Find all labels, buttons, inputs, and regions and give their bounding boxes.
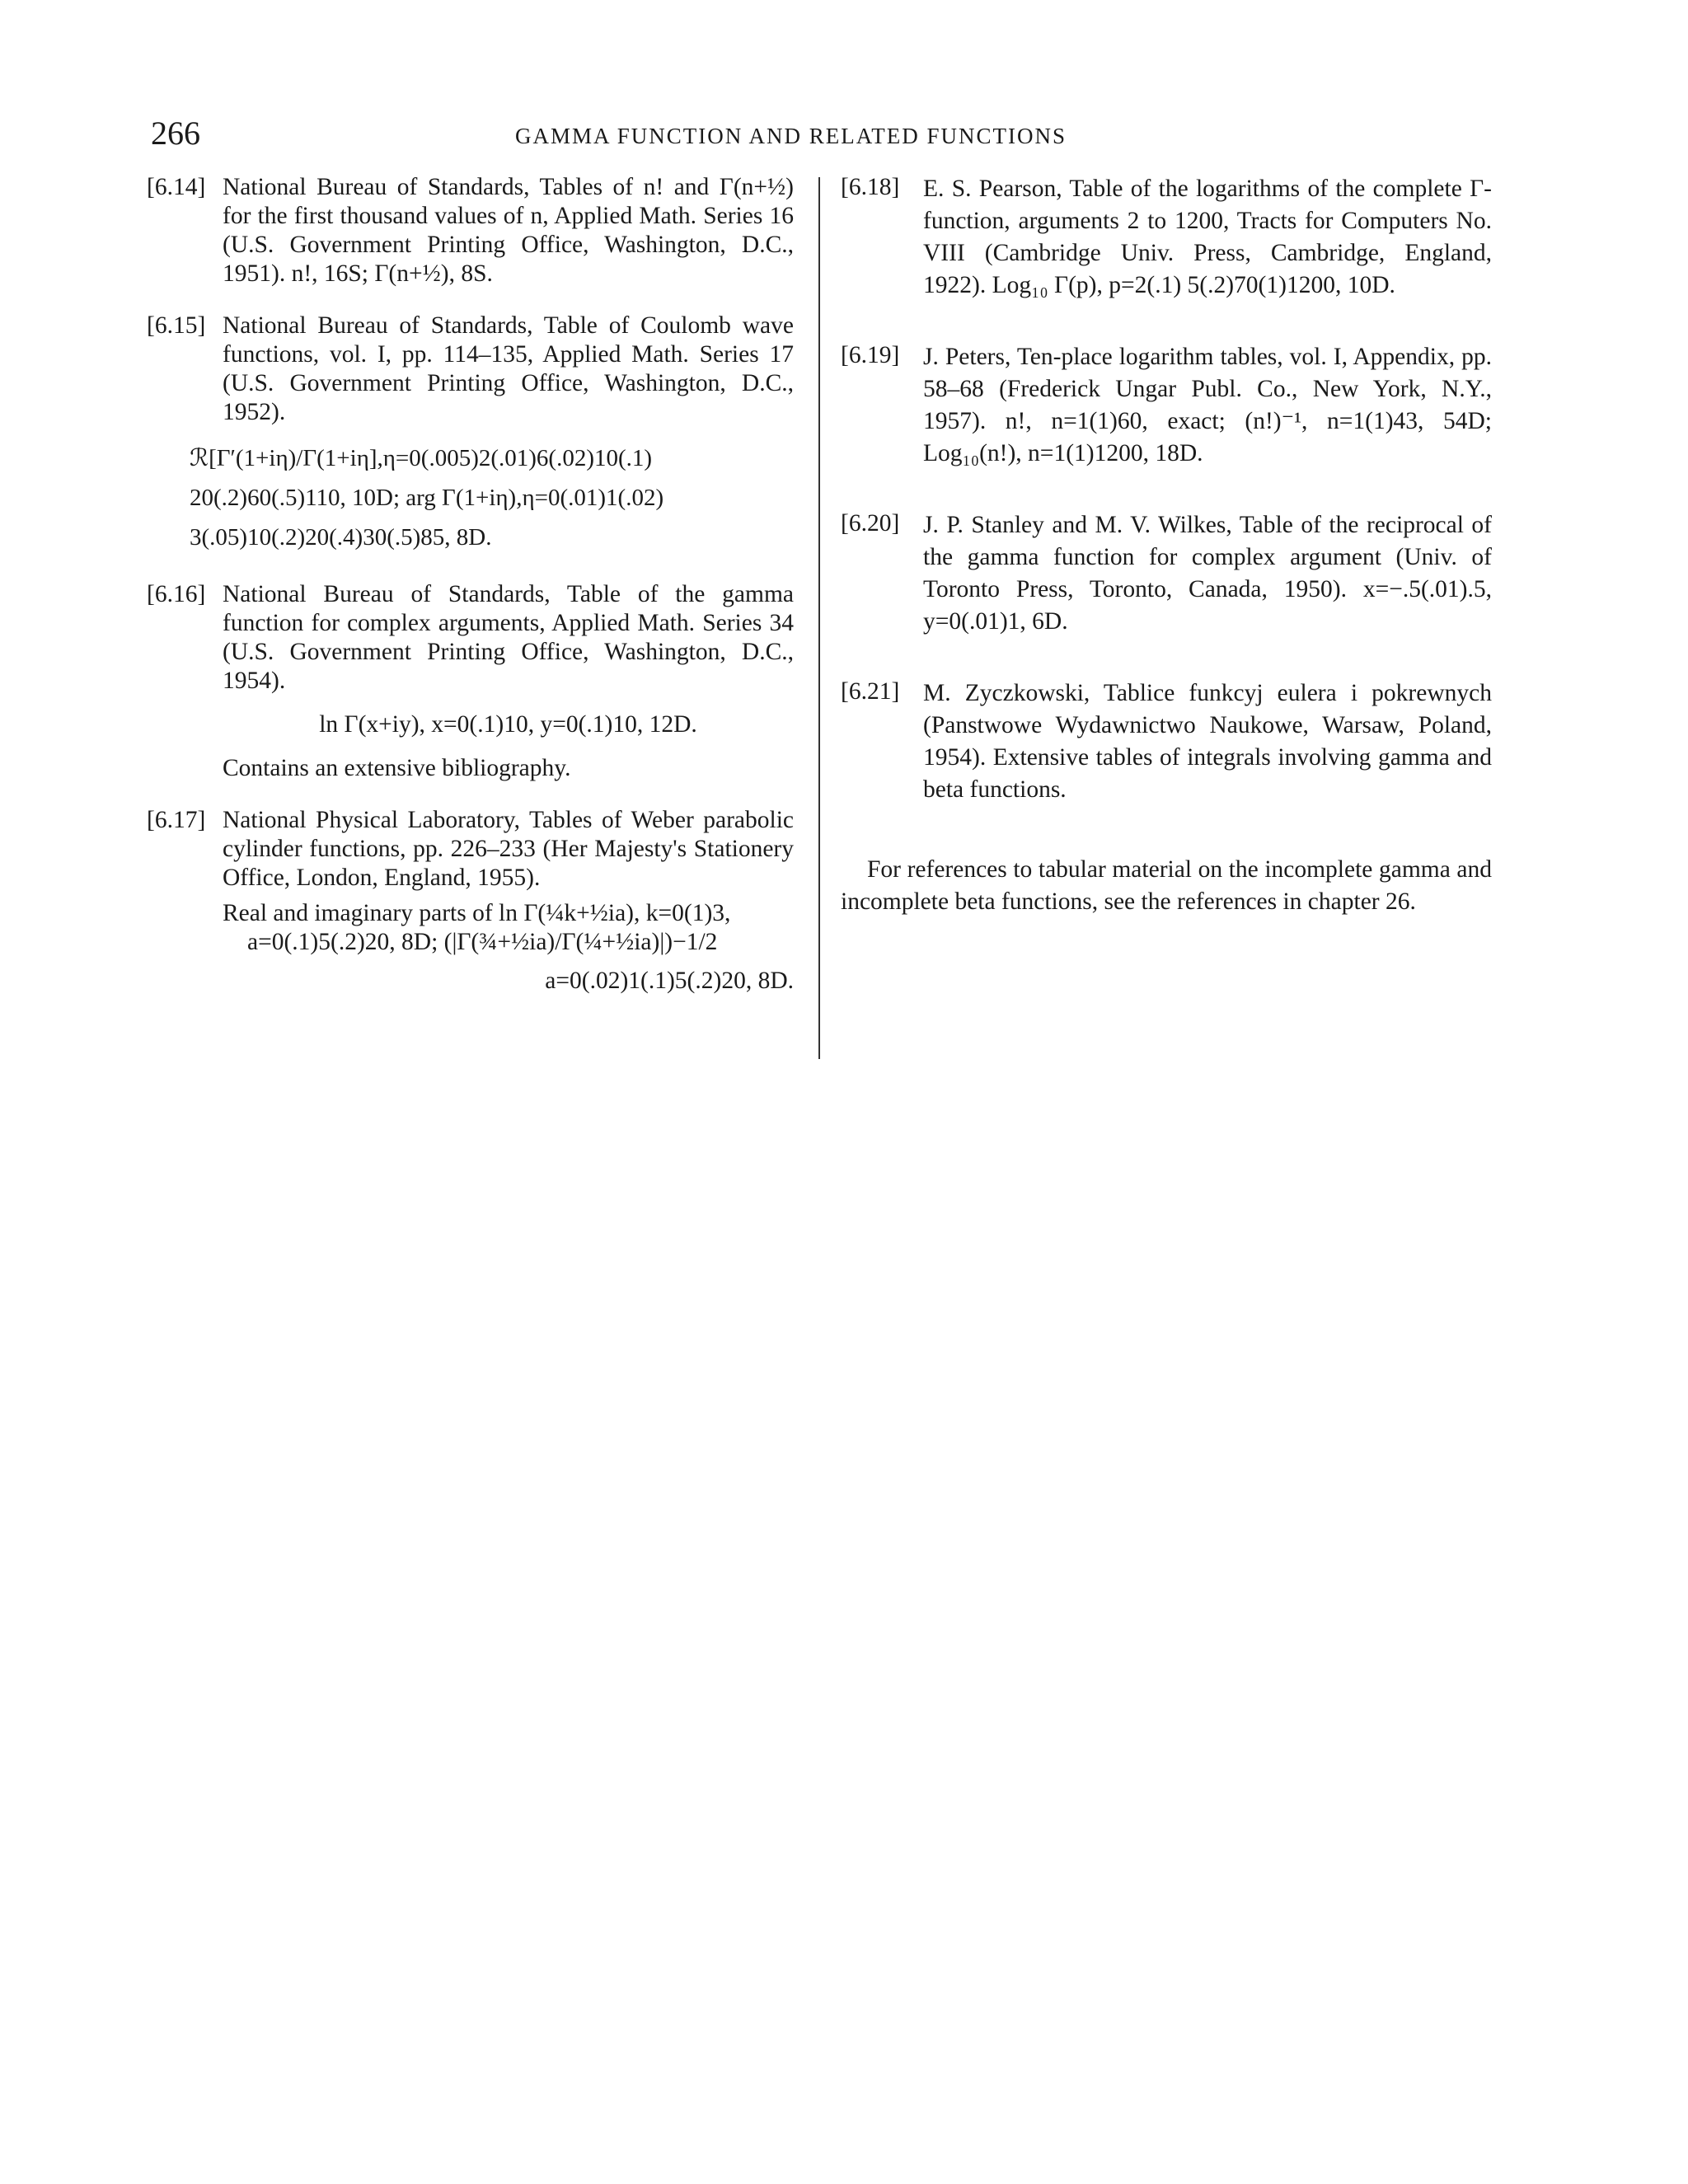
column-divider xyxy=(818,177,820,1059)
reference-6-18 xyxy=(841,173,1492,302)
reference-text: J. P. Stanley and M. V. Wilkes, Table of the reciprocal of the gamma function for complex argument (Univ. of Toronto Press, Toronto, Canada, 1950). x=−.5(.01).5, y=0(.01)1, 6D. xyxy=(923,512,1492,635)
reference-6-16 xyxy=(147,580,794,783)
right-column xyxy=(841,173,1492,918)
reference-tag: [6.15] xyxy=(147,312,206,339)
reference-6-21 xyxy=(841,677,1492,806)
reference-6-20 xyxy=(841,509,1492,638)
formula-line: 20(.2)60(.5)110, 10D; arg Γ(1+iη),η=0(.01)1(.02) xyxy=(190,485,664,511)
formula-line: ℛ[Γ′(1+iη)/Γ(1+iη],η=0(.005)2(.01)6(.02)10(.1) xyxy=(190,445,653,471)
reference-tag: [6.16] xyxy=(147,581,206,607)
reference-text: E. S. Pearson, Table of the logarithms of the complete Γ-function, arguments 2 to 1200, Tracts for Computers No. VIII (Cambridge Univ. Press, Cambridge, England, 1922). Log₁₀ Γ(p), p=2(.1) 5(.2)70(1)1200, 10D. xyxy=(923,176,1492,298)
reference-tag: [6.17] xyxy=(147,807,206,833)
closing-paragraph: For references to tabular material on the incomplete gamma and incomplete beta functions, see the references in chapter 26. xyxy=(841,856,1492,915)
reference-tag: [6.19] xyxy=(841,342,900,368)
reference-6-14 xyxy=(147,173,794,288)
reference-text: National Bureau of Standards, Tables of n! and Γ(n+½) for the first thousand values of n, Applied Math. Series 16 (U.S. Government Printing Office, Washington, D.C., 1951). n!, 16S; Γ(n+½), 8S. xyxy=(223,174,794,287)
reference-tag: [6.21] xyxy=(841,678,900,705)
reference-text: J. Peters, Ten-place logarithm tables, vol. I, Appendix, pp. 58–68 (Frederick Ungar Publ. Co., New York, N.Y., 1957). n!, n=1(1)60, exact; (n!)⁻¹, n=1(1)43, 54D; Log₁₀(n!), n=1(1)1200, 18D. xyxy=(923,344,1492,466)
reference-tag: [6.18] xyxy=(841,174,900,200)
formula-line: 3(.05)10(.2)20(.4)30(.5)85, 8D. xyxy=(190,524,492,551)
running-head: GAMMA FUNCTION AND RELATED FUNCTIONS xyxy=(515,124,1067,148)
reference-tag: [6.14] xyxy=(147,174,206,200)
formula-line: Real and imaginary parts of ln Γ(¼k+½ia), k=0(1)3, xyxy=(223,900,731,926)
formula-line: a=0(.02)1(.1)5(.2)20, 8D. xyxy=(545,968,794,994)
formula-line: a=0(.1)5(.2)20, 8D; (|Γ(¾+½ia)/Γ(¼+½ia)|)−1/2 xyxy=(247,929,718,955)
reference-text: M. Zyczkowski, Tablice funkcyj eulera i pokrewnych (Panstwowe Wydawnictwo Naukowe, Warsaw, Poland, 1954). Extensive tables of integrals involving gamma and beta functions. xyxy=(923,680,1492,803)
reference-6-19 xyxy=(841,341,1492,470)
reference-6-15 xyxy=(147,312,794,557)
reference-note: Contains an extensive bibliography. xyxy=(223,755,571,781)
page-number: 266 xyxy=(151,115,200,152)
left-column xyxy=(147,173,794,1019)
reference-6-17 xyxy=(147,806,794,996)
reference-text: National Bureau of Standards, Table of the gamma function for complex arguments, Applied Math. Series 34 (U.S. Government Printing Office, Washington, D.C., 1954). xyxy=(223,581,794,694)
reference-text: National Bureau of Standards, Table of Coulomb wave functions, vol. I, pp. 114–135, Applied Math. Series 17 (U.S. Government Printing Office, Washington, D.C., 1952). xyxy=(223,312,794,425)
formula-line: ln Γ(x+iy), x=0(.1)10, y=0(.1)10, 12D. xyxy=(319,711,697,738)
reference-tag: [6.20] xyxy=(841,510,900,537)
reference-text: National Physical Laboratory, Tables of Weber parabolic cylinder functions, pp. 226–233 (Her Majesty's Stationery Office, London, England, 1955). xyxy=(223,807,794,891)
